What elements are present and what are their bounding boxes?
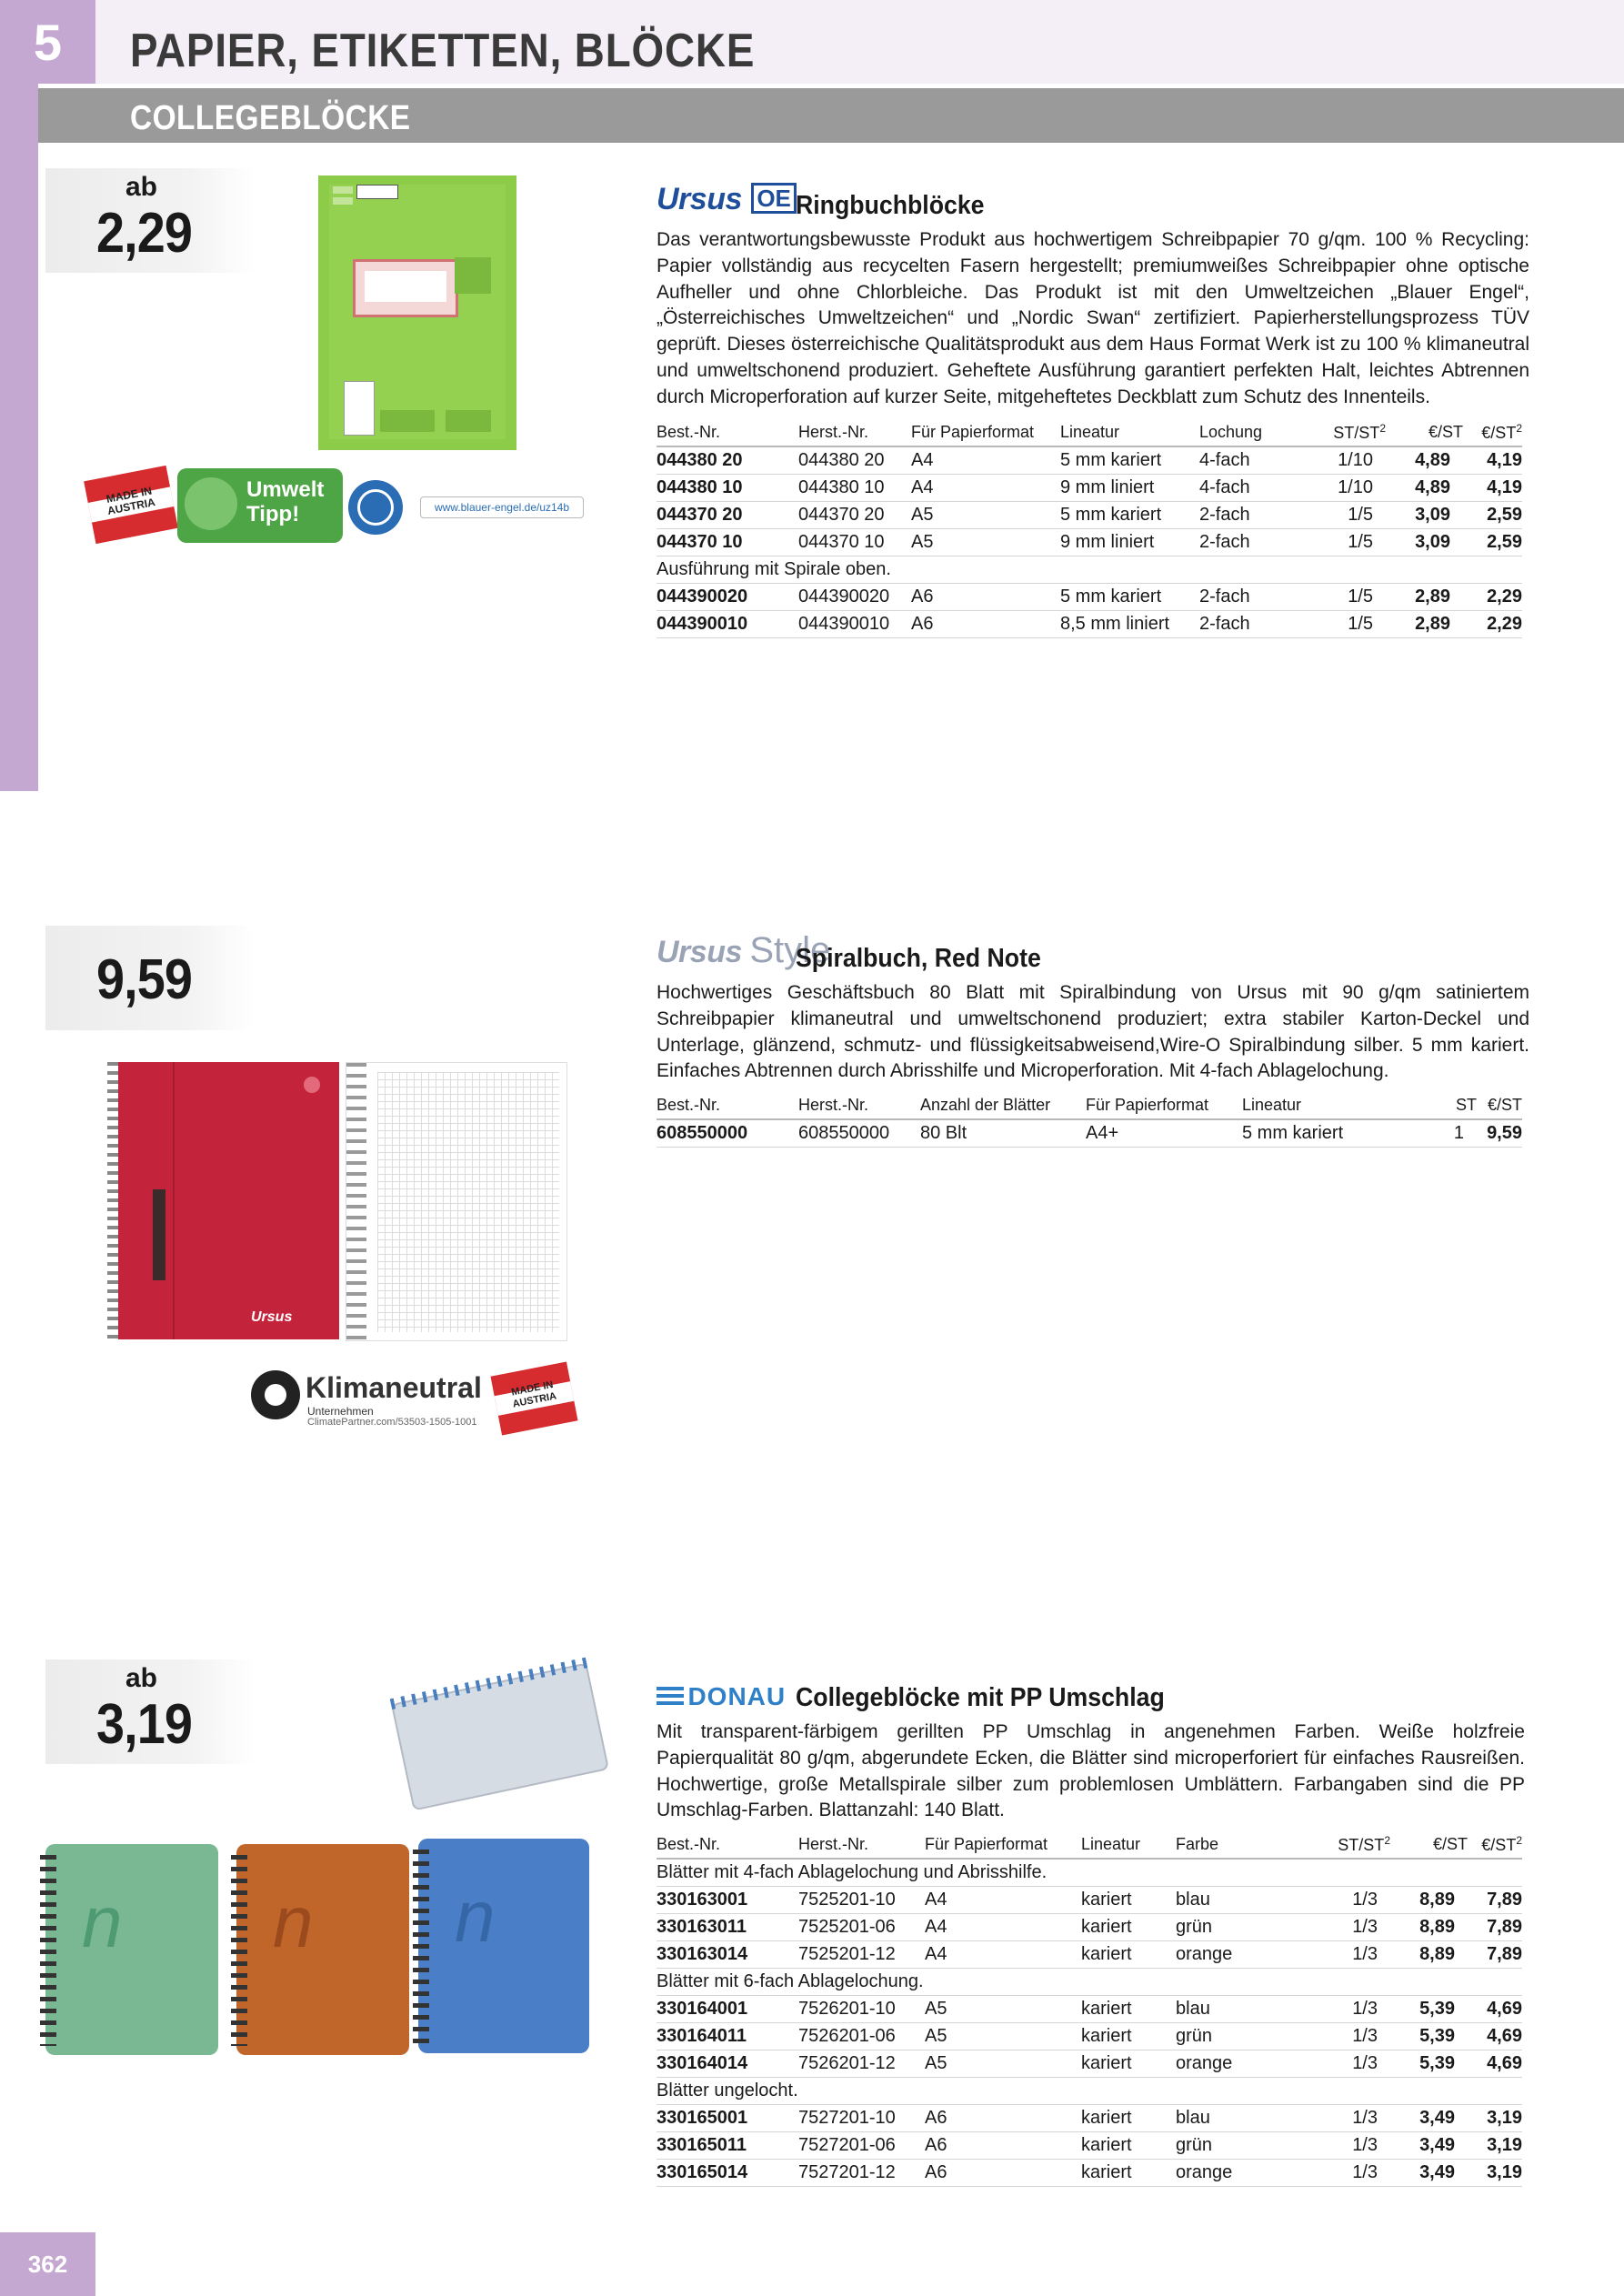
table-cell: 330165011 bbox=[657, 2132, 798, 2160]
column-header: Lineatur bbox=[1242, 1091, 1424, 1119]
table-cell: kariert bbox=[1081, 2105, 1176, 2132]
table-group-label bbox=[657, 2078, 1522, 2105]
table-cell: A5 bbox=[925, 1996, 1081, 2023]
price-value: 9,59 bbox=[96, 948, 193, 1011]
made-in-austria-text: MADE IN AUSTRIA bbox=[105, 484, 156, 517]
table-cell: kariert bbox=[1081, 1941, 1176, 1969]
price-value: 3,19 bbox=[96, 1693, 193, 1756]
table-row bbox=[657, 2160, 1522, 2187]
table-cell: 8,89 bbox=[1390, 1887, 1468, 1914]
table-group-label bbox=[657, 556, 1522, 584]
table-cell: 2,89 bbox=[1386, 611, 1463, 638]
table-cell: A6 bbox=[925, 2132, 1081, 2160]
table-cell: 7527201-10 bbox=[798, 2105, 925, 2132]
brand-logo-donau bbox=[657, 1682, 786, 1711]
table-cell: 044370 10 bbox=[657, 529, 798, 556]
notebook-orange-image: n bbox=[236, 1844, 409, 2055]
column-header: Für Papierformat bbox=[1086, 1091, 1242, 1119]
table-row bbox=[657, 1996, 1522, 2023]
table-row bbox=[657, 584, 1522, 611]
table-cell: 044390020 bbox=[798, 584, 911, 611]
column-header: Best.-Nr. bbox=[657, 418, 798, 446]
table-cell: 7527201-12 bbox=[798, 2160, 925, 2187]
table-cell: 3,19 bbox=[1468, 2132, 1522, 2160]
column-header: Herst.-Nr. bbox=[798, 1091, 920, 1119]
price-badge bbox=[45, 926, 255, 1030]
table-row bbox=[657, 1914, 1522, 1941]
table-cell: 330164014 bbox=[657, 2050, 798, 2078]
price-badge bbox=[45, 1659, 255, 1764]
table-row bbox=[657, 1119, 1522, 1148]
product-title: Collegeblöcke mit PP Umschlag bbox=[796, 1683, 1165, 1712]
table-cell: 1/3 bbox=[1285, 1887, 1390, 1914]
table-row bbox=[657, 446, 1522, 475]
column-header: Lineatur bbox=[1081, 1830, 1176, 1859]
table-cell: 7526201-10 bbox=[798, 1996, 925, 2023]
section-title: COLLEGEBLÖCKE bbox=[130, 99, 411, 137]
table-cell: blau bbox=[1176, 2105, 1285, 2132]
table-cell: 044390020 bbox=[657, 584, 798, 611]
grid-paper-image bbox=[346, 1062, 567, 1341]
product-table bbox=[657, 1830, 1522, 2187]
column-header: Herst.-Nr. bbox=[798, 418, 911, 446]
table-cell: 044380 10 bbox=[798, 475, 911, 502]
table-cell: grün bbox=[1176, 1914, 1285, 1941]
table-row bbox=[657, 2132, 1522, 2160]
table-cell: 7525201-12 bbox=[798, 1941, 925, 1969]
table-cell: 8,89 bbox=[1390, 1914, 1468, 1941]
column-header: €/ST bbox=[1386, 418, 1463, 446]
table-cell: 5 mm kariert bbox=[1242, 1119, 1424, 1148]
table-cell: 1/5 bbox=[1286, 611, 1386, 638]
table-cell: 044370 20 bbox=[657, 502, 798, 529]
product-description: Hochwertiges Geschäftsbuch 80 Blatt mit Spiralbindung von Ursus mit 90 g/qm satiniertem Schreibpapier klimaneutral und umweltschonend produziert; extra stabiler Karton-Deckel und Unterlage, glänzend, schmutz- und flüssigkeitsabweisend,Wire-O Spiralbindung silber. 5 mm kariert. Einfaches Abtrennen durch Abrisshilfe und Microperforation. Mit 4-fach Ablagelochung. bbox=[657, 982, 1529, 1082]
table-cell: 1/3 bbox=[1285, 2023, 1390, 2050]
table-cell: 5 mm kariert bbox=[1060, 502, 1199, 529]
product-description: Mit transparent-färbigem gerillten PP Umschlag in angenehmen Farben. Weiße holzfreie Papierqualität 80 g/qm, abgerundete Ecken, die Blätter sind microperforiert für einfaches Rausreißen. Hochwertige, große Metallspirale silber zum problemlosen Umblättern. Farbangaben sind die PP Umschlag-Farben. Blattanzahl: 140 Blatt. bbox=[657, 1721, 1525, 1821]
red-note-notebook-image: Ursus bbox=[107, 1062, 339, 1339]
table-cell: 2,59 bbox=[1463, 502, 1522, 529]
table-cell: 8,89 bbox=[1390, 1941, 1468, 1969]
price-value: 2,29 bbox=[96, 202, 193, 265]
table-cell: 044380 20 bbox=[798, 446, 911, 475]
blauer-engel-url[interactable]: www.blauer-engel.de/uz14b bbox=[420, 496, 584, 518]
table-cell: 9 mm liniert bbox=[1060, 475, 1199, 502]
table-cell: 330165014 bbox=[657, 2160, 798, 2187]
table-cell: 044370 10 bbox=[798, 529, 911, 556]
table-cell: 1/3 bbox=[1285, 2160, 1390, 2187]
table-row bbox=[657, 529, 1522, 556]
made-in-austria-text: MADE IN AUSTRIA bbox=[510, 1379, 558, 1410]
table-cell: A4 bbox=[925, 1887, 1081, 1914]
table-row bbox=[657, 502, 1522, 529]
umwelt-tipp-badge bbox=[177, 468, 343, 543]
table-cell: 4,69 bbox=[1468, 2023, 1522, 2050]
brand-badge-oe: OE bbox=[751, 183, 797, 214]
table-cell: A5 bbox=[911, 529, 1060, 556]
table-cell: A4 bbox=[911, 446, 1060, 475]
table-cell: 7,89 bbox=[1468, 1887, 1522, 1914]
chapter-number: 5 bbox=[0, 0, 95, 84]
table-cell: 3,09 bbox=[1386, 502, 1463, 529]
table-cell: A6 bbox=[911, 584, 1060, 611]
price-prefix: ab bbox=[125, 1663, 158, 1693]
table-row bbox=[657, 1887, 1522, 1914]
brand-name: DONAU bbox=[687, 1682, 787, 1710]
table-cell: kariert bbox=[1081, 2132, 1176, 2160]
column-header: ST bbox=[1424, 1091, 1477, 1119]
table-cell: 4-fach bbox=[1199, 446, 1286, 475]
table-cell: 1/10 bbox=[1286, 475, 1386, 502]
table-cell: A4 bbox=[925, 1941, 1081, 1969]
climatepartner-url: ClimatePartner.com/53503-1505-1001 bbox=[307, 1417, 477, 1428]
table-cell: kariert bbox=[1081, 1914, 1176, 1941]
table-cell: Blätter mit 6-fach Ablagelochung. bbox=[657, 1969, 1522, 1996]
table-cell: 330163014 bbox=[657, 1941, 798, 1969]
table-cell: orange bbox=[1176, 1941, 1285, 1969]
table-cell: 8,5 mm liniert bbox=[1060, 611, 1199, 638]
table-cell: Blätter ungelocht. bbox=[657, 2078, 1522, 2105]
column-header: Lineatur bbox=[1060, 418, 1199, 446]
table-cell: 608550000 bbox=[798, 1119, 920, 1148]
table-group-label bbox=[657, 1969, 1522, 1996]
table-cell: 1/3 bbox=[1285, 1996, 1390, 2023]
table-cell: 2,59 bbox=[1463, 529, 1522, 556]
table-cell: 044380 20 bbox=[657, 446, 798, 475]
table-cell: 1/5 bbox=[1286, 584, 1386, 611]
table-cell: 7526201-12 bbox=[798, 2050, 925, 2078]
made-in-austria-badge bbox=[490, 1361, 577, 1435]
table-cell: 3,19 bbox=[1468, 2160, 1522, 2187]
table-cell: A5 bbox=[925, 2050, 1081, 2078]
table-cell: kariert bbox=[1081, 2050, 1176, 2078]
table-cell: grün bbox=[1176, 2023, 1285, 2050]
klimaneutral-sub: Unternehmen bbox=[307, 1405, 374, 1418]
table-cell: 5 mm kariert bbox=[1060, 446, 1199, 475]
table-cell: A5 bbox=[911, 502, 1060, 529]
column-header: Lochung bbox=[1199, 418, 1286, 446]
table-cell: 7527201-06 bbox=[798, 2132, 925, 2160]
table-cell: 044380 10 bbox=[657, 475, 798, 502]
donau-waves-icon bbox=[657, 1687, 684, 1707]
brand-name: Ursus bbox=[657, 182, 742, 216]
ringbuch-block-image bbox=[318, 175, 516, 450]
table-cell: A6 bbox=[925, 2105, 1081, 2132]
table-cell: orange bbox=[1176, 2050, 1285, 2078]
table-cell: A4+ bbox=[1086, 1119, 1242, 1148]
table-cell: 4,69 bbox=[1468, 1996, 1522, 2023]
transparent-notebook-image bbox=[391, 1662, 609, 1810]
page-number: 362 bbox=[0, 2232, 95, 2296]
table-cell: 1/3 bbox=[1285, 2132, 1390, 2160]
chapter-sidebar bbox=[0, 84, 38, 791]
table-cell: 1/3 bbox=[1285, 1941, 1390, 1969]
notebook-blue-image: n bbox=[418, 1839, 589, 2053]
column-header: Best.-Nr. bbox=[657, 1091, 798, 1119]
table-cell: 1/10 bbox=[1286, 446, 1386, 475]
column-header: Für Papierformat bbox=[925, 1830, 1081, 1859]
table-cell: grün bbox=[1176, 2132, 1285, 2160]
table-cell: 2,89 bbox=[1386, 584, 1463, 611]
table-cell: 608550000 bbox=[657, 1119, 798, 1148]
table-cell: 7525201-06 bbox=[798, 1914, 925, 1941]
table-cell: 2-fach bbox=[1199, 529, 1286, 556]
column-header: Für Papierformat bbox=[911, 418, 1060, 446]
column-header: $ST/ST^2$ bbox=[1286, 418, 1386, 446]
table-cell: orange bbox=[1176, 2160, 1285, 2187]
table-cell: 2,29 bbox=[1463, 611, 1522, 638]
klimaneutral-icon bbox=[251, 1370, 300, 1419]
table-cell: A6 bbox=[911, 611, 1060, 638]
table-cell: 7,89 bbox=[1468, 1941, 1522, 1969]
table-cell: 3,49 bbox=[1390, 2132, 1468, 2160]
table-cell: 330164011 bbox=[657, 2023, 798, 2050]
table-row bbox=[657, 475, 1522, 502]
column-header: $ST/ST^2$ bbox=[1285, 1830, 1390, 1859]
brand-logo-ursus bbox=[657, 182, 797, 217]
price-prefix: ab bbox=[125, 172, 158, 202]
table-cell: 044390010 bbox=[657, 611, 798, 638]
column-header: Herst.-Nr. bbox=[798, 1830, 925, 1859]
table-cell: Ausführung mit Spirale oben. bbox=[657, 556, 1522, 584]
klimaneutral-label: Klimaneutral bbox=[306, 1371, 482, 1404]
table-cell: 330165001 bbox=[657, 2105, 798, 2132]
table-cell: 4,89 bbox=[1386, 446, 1463, 475]
table-cell: Blätter mit 4-fach Ablagelochung und Abrisshilfe. bbox=[657, 1859, 1522, 1887]
table-cell: 7525201-10 bbox=[798, 1887, 925, 1914]
table-cell: 1/3 bbox=[1285, 2050, 1390, 2078]
table-cell: kariert bbox=[1081, 1996, 1176, 2023]
table-cell: 4,89 bbox=[1386, 475, 1463, 502]
table-cell: 2,29 bbox=[1463, 584, 1522, 611]
table-row bbox=[657, 1941, 1522, 1969]
notebook-green-image: n bbox=[45, 1844, 218, 2055]
page-title: PAPIER, ETIKETTEN, BLÖCKE bbox=[130, 25, 756, 77]
table-cell: 4,19 bbox=[1463, 446, 1522, 475]
table-cell: kariert bbox=[1081, 1887, 1176, 1914]
column-header: $€/ST^2$ bbox=[1463, 418, 1522, 446]
column-header: Anzahl der Blätter bbox=[920, 1091, 1086, 1119]
table-cell: 80 Blt bbox=[920, 1119, 1086, 1148]
table-cell: 1/5 bbox=[1286, 502, 1386, 529]
table-cell: 330163001 bbox=[657, 1887, 798, 1914]
table-cell: blau bbox=[1176, 1887, 1285, 1914]
product-table bbox=[657, 418, 1522, 638]
table-cell: 330164001 bbox=[657, 1996, 798, 2023]
table-cell: 1/3 bbox=[1285, 1914, 1390, 1941]
table-cell: kariert bbox=[1081, 2023, 1176, 2050]
table-row bbox=[657, 2023, 1522, 2050]
table-cell: 4,69 bbox=[1468, 2050, 1522, 2078]
table-cell: 1/5 bbox=[1286, 529, 1386, 556]
table-cell: 5 mm kariert bbox=[1060, 584, 1199, 611]
made-in-austria-badge bbox=[84, 466, 178, 544]
table-cell: 3,09 bbox=[1386, 529, 1463, 556]
table-row bbox=[657, 2105, 1522, 2132]
column-header: €/ST bbox=[1477, 1091, 1522, 1119]
table-cell: 7,89 bbox=[1468, 1914, 1522, 1941]
table-group-label bbox=[657, 1859, 1522, 1887]
price-badge bbox=[45, 168, 255, 273]
table-cell: 5,39 bbox=[1390, 1996, 1468, 2023]
table-cell: 2-fach bbox=[1199, 584, 1286, 611]
table-cell: A5 bbox=[925, 2023, 1081, 2050]
table-cell: 9 mm liniert bbox=[1060, 529, 1199, 556]
table-cell: 044390010 bbox=[798, 611, 911, 638]
table-cell: 1/3 bbox=[1285, 2105, 1390, 2132]
table-cell: 2-fach bbox=[1199, 502, 1286, 529]
table-row bbox=[657, 611, 1522, 638]
table-cell: 7526201-06 bbox=[798, 2023, 925, 2050]
table-cell: 2-fach bbox=[1199, 611, 1286, 638]
blauer-engel-icon bbox=[348, 480, 403, 535]
table-cell: 1 bbox=[1424, 1119, 1477, 1148]
table-cell: 330163011 bbox=[657, 1914, 798, 1941]
column-header: Farbe bbox=[1176, 1830, 1285, 1859]
table-cell: 4-fach bbox=[1199, 475, 1286, 502]
product-description: Das verantwortungsbewusste Produkt aus hochwertigem Schreibpapier 70 g/qm. 100 % Recycling: Papier vollständig aus recycelten Fasern hergestellt; premiumweißes Schreibpapier ohne optische Aufheller und ohne Chlorbleiche. Das Produkt ist mit den Umweltzeichen „Blauer Engel“, „Österreichisches Umweltzeichen“ und „Nordic Swan“ zertifiziert. Papierherstellungsprozess TÜV geprüft. Dieses österreichische Qualitätsprodukt aus dem Haus Format Werk ist zu 100 % klimaneutral und umweltschonend produziert. Geheftete Ausführung garantiert perfekten Halt, leichtes Abtrennen durch Microperforation auf kurzer Seite, mitgeheftetes Deckblatt zum Schutz des Innenteils. bbox=[657, 229, 1529, 407]
table-cell: 5,39 bbox=[1390, 2050, 1468, 2078]
table-cell: 9,59 bbox=[1477, 1119, 1522, 1148]
table-cell: 5,39 bbox=[1390, 2023, 1468, 2050]
column-header: Best.-Nr. bbox=[657, 1830, 798, 1859]
product-title: Spiralbuch, Red Note bbox=[796, 944, 1041, 973]
brand-sub-style: Style bbox=[749, 930, 831, 970]
table-cell: 3,49 bbox=[1390, 2105, 1468, 2132]
table-row bbox=[657, 2050, 1522, 2078]
table-cell: 3,19 bbox=[1468, 2105, 1522, 2132]
product-table bbox=[657, 1091, 1522, 1148]
table-cell: A6 bbox=[925, 2160, 1081, 2187]
umwelt-tipp-text: Umwelt Tipp! bbox=[246, 477, 325, 526]
table-cell: 044370 20 bbox=[798, 502, 911, 529]
brand-name: Ursus bbox=[657, 935, 742, 969]
table-cell: 3,49 bbox=[1390, 2160, 1468, 2187]
table-cell: kariert bbox=[1081, 2160, 1176, 2187]
table-cell: blau bbox=[1176, 1996, 1285, 2023]
column-header: $€/ST^2$ bbox=[1468, 1830, 1522, 1859]
table-cell: A4 bbox=[925, 1914, 1081, 1941]
column-header: €/ST bbox=[1390, 1830, 1468, 1859]
table-cell: 4,19 bbox=[1463, 475, 1522, 502]
product-title: Ringbuchblöcke bbox=[796, 191, 985, 220]
table-cell: A4 bbox=[911, 475, 1060, 502]
